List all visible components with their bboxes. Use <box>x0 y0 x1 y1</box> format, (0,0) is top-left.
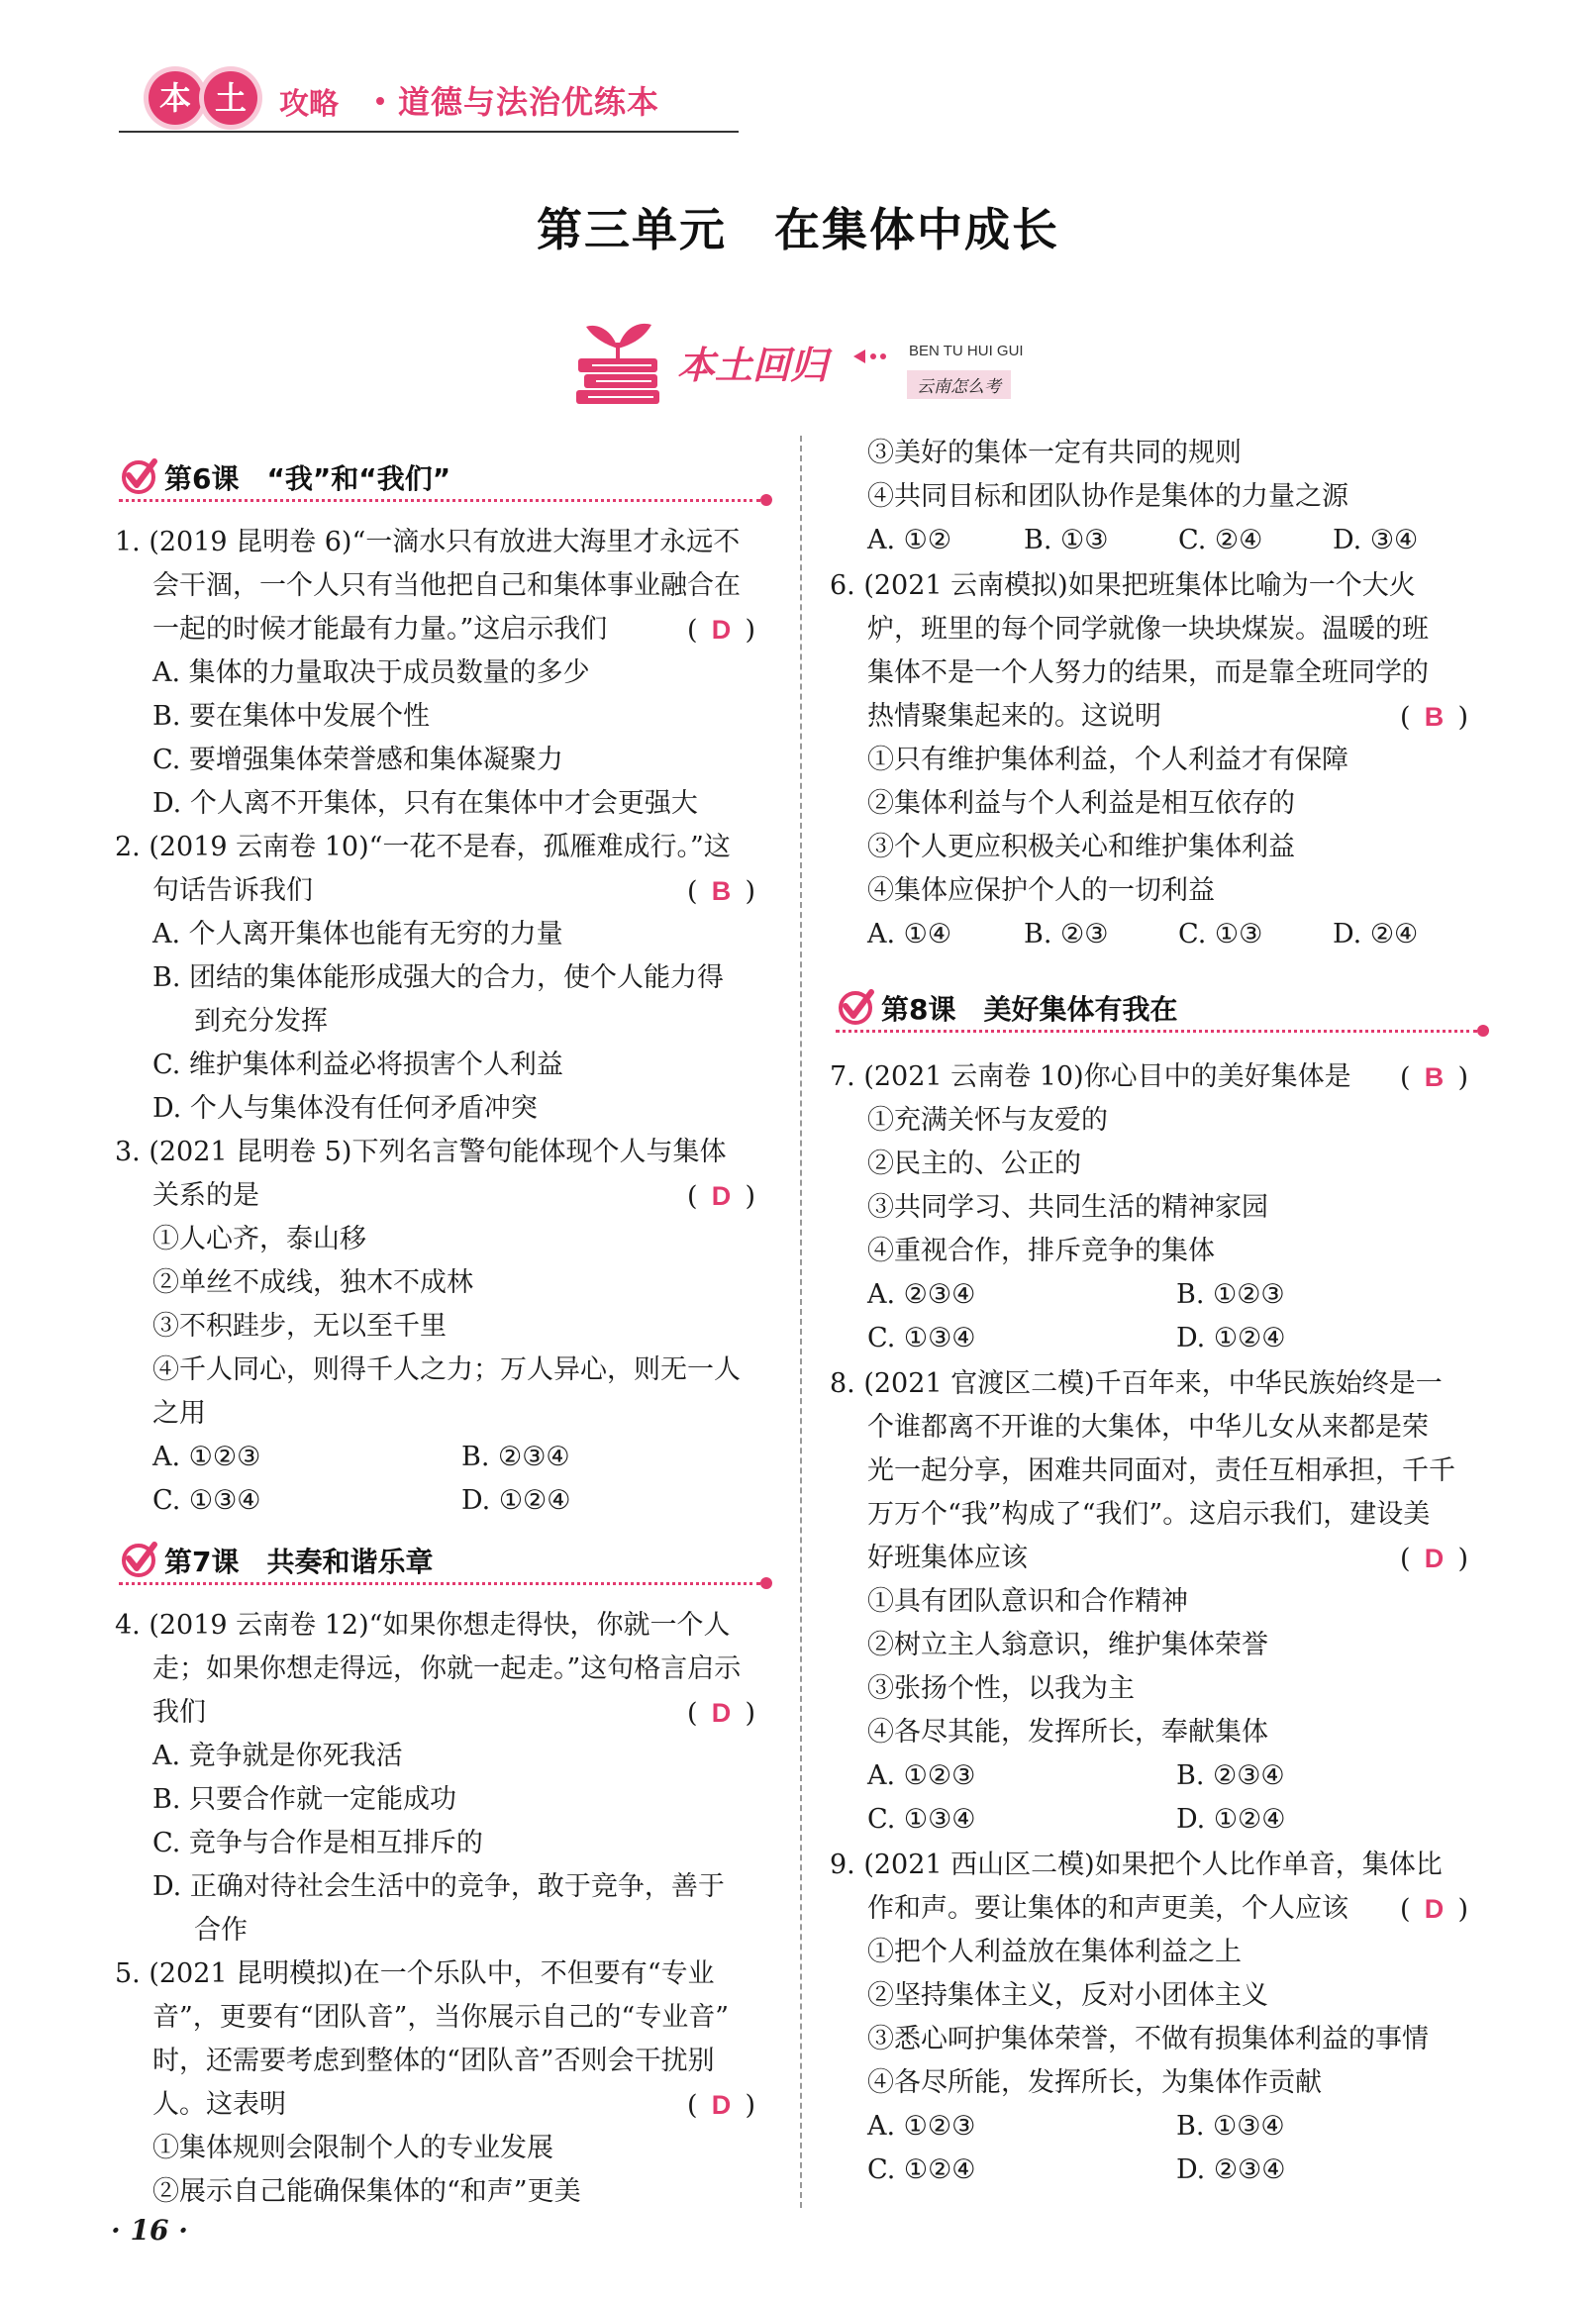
answer-letter: B <box>1424 702 1445 732</box>
q3-item: ②单丝不成线，独木不成林 <box>152 1267 473 1298</box>
q1-line: 1. (2019 昆明卷 6)“一滴水只有放进大海里才永远不 <box>115 527 741 557</box>
banner-title: 本土回归 <box>677 344 829 387</box>
answer-letter: B <box>711 876 732 906</box>
q6-line: 6. (2021 云南模拟)如果把班集体比喻为一个大火 <box>830 570 1416 601</box>
lesson-title: 第6课 “我”和“我们” <box>164 462 451 495</box>
q7-item: ②民主的、公正的 <box>867 1149 1081 1179</box>
q8-answer: ( D ) <box>1400 1541 1468 1577</box>
q8-line: 8. (2021 官渡区二模)千百年来，中华民族始终是一 <box>830 1368 1443 1399</box>
page-number: · 16 · <box>111 2214 188 2247</box>
dotted-rule <box>119 1582 760 1585</box>
header-book-title: 道德与法治优练本 <box>398 83 660 121</box>
q1-option: A. 集体的力量取决于成员数量的多少 <box>152 657 590 688</box>
header-sub: 攻略 <box>279 87 339 122</box>
banner-english: BEN TU HUI GUI <box>909 343 1024 359</box>
check-circle-icon <box>119 1539 158 1578</box>
q1-option: D. 个人离不开集体，只有在集体中才会更强大 <box>152 788 698 819</box>
q7-option: D. ①②④ <box>1176 1323 1286 1353</box>
q8-line: 光一起分享，困难共同面对，责任互相承担，千千 <box>867 1455 1455 1486</box>
q9-item: ①把个人利益放在集体利益之上 <box>867 1937 1242 1967</box>
q5-item: ③美好的集体一定有共同的规则 <box>867 438 1242 468</box>
q3-item: ①人心齐，泰山移 <box>152 1224 366 1254</box>
q7-item: ③共同学习、共同生活的精神家园 <box>867 1192 1268 1223</box>
q3-answer: ( D ) <box>687 1178 755 1215</box>
rule-end-dot <box>1477 1025 1489 1037</box>
q9-option: C. ①②④ <box>867 2154 976 2185</box>
q9-option: A. ①②③ <box>867 2111 976 2142</box>
q8-option: D. ①②④ <box>1176 1804 1286 1835</box>
q4-answer: ( D ) <box>687 1695 755 1732</box>
q4-line: 走；如果你想走得远，你就一起走。”这句格言启示 <box>152 1653 742 1684</box>
q4-option: A. 竞争就是你死我活 <box>152 1741 403 1771</box>
q8-line: 个谁都离不开谁的大集体，中华儿女从来都是荣 <box>867 1412 1429 1443</box>
q3-option: C. ①③④ <box>152 1485 261 1516</box>
q9-option: B. ①③④ <box>1176 2111 1285 2142</box>
q5-line: 时，还需要考虑到整体的“团队音”否则会干扰别 <box>152 2046 715 2076</box>
answer-letter: D <box>711 1698 732 1728</box>
dotted-rule <box>836 1030 1477 1033</box>
q5-line: 音”，更要有“团队音”，当你展示自己的“专业音” <box>152 2002 730 2033</box>
header-rule <box>119 131 739 133</box>
q8-item: ③张扬个性，以我为主 <box>867 1673 1135 1704</box>
q3-line: 3. (2021 昆明卷 5)下列名言警句能体现个人与集体 <box>115 1137 727 1167</box>
q9-line: 作和声。要让集体的和声更美，个人应该 <box>867 1893 1348 1924</box>
q6-item: ③个人更应积极关心和维护集体利益 <box>867 832 1295 862</box>
q6-line: 炉，班里的每个同学就像一块块煤炭。温暖的班 <box>867 614 1429 645</box>
q7-option: A. ②③④ <box>867 1279 976 1310</box>
answer-letter: D <box>711 615 732 645</box>
check-circle-icon <box>836 986 875 1026</box>
q8-option: A. ①②③ <box>867 1760 976 1791</box>
q8-line: 万万个“我”构成了“我们”。这启示我们，建设美 <box>867 1499 1431 1530</box>
answer-letter: B <box>1424 1062 1445 1092</box>
rule-end-dot <box>760 1577 772 1589</box>
q1-option: B. 要在集体中发展个性 <box>152 701 431 732</box>
q8-line: 好班集体应该 <box>867 1543 1028 1573</box>
check-circle-icon <box>119 455 158 495</box>
q3-line: 关系的是 <box>152 1180 259 1211</box>
books-plant-icon <box>572 309 663 408</box>
q2-option: A. 个人离开集体也能有无穷的力量 <box>152 919 563 950</box>
q9-answer: ( D ) <box>1400 1891 1468 1928</box>
q8-item: ④各尽其能，发挥所长，奉献集体 <box>867 1717 1268 1748</box>
q6-option: A. ①④ <box>867 919 952 950</box>
q7-line: 7. (2021 云南卷 10)你心目中的美好集体是 <box>830 1061 1351 1092</box>
header-badge-tu: 土 <box>204 71 257 125</box>
q7-answer: ( B ) <box>1400 1059 1468 1096</box>
q5-option: C. ②④ <box>1178 525 1263 555</box>
q2-line: 句话告诉我们 <box>152 875 313 906</box>
q5-option: B. ①③ <box>1024 525 1109 555</box>
q2-option: 到充分发挥 <box>194 1006 328 1037</box>
q1-answer: ( D ) <box>687 612 755 649</box>
header-badge-ben: 本 <box>149 71 202 125</box>
q8-option: B. ②③④ <box>1176 1760 1285 1791</box>
q1-line: 会干涸，一个人只有当他把自己和集体事业融合在 <box>152 570 741 601</box>
q3-item: ③不积跬步，无以至千里 <box>152 1311 447 1342</box>
lesson-6-heading <box>119 455 772 499</box>
q5-item: ④共同目标和团队协作是集体的力量之源 <box>867 481 1348 512</box>
q9-line: 9. (2021 西山区二模)如果把个人比作单音，集体比 <box>830 1850 1443 1880</box>
q5-line: 5. (2021 昆明模拟)在一个乐队中，不但要有“专业 <box>115 1958 715 1989</box>
q4-option: D. 正确对待社会生活中的竞争，敢于竞争，善于 <box>152 1871 725 1902</box>
lesson-title: 第7课 共奏和谐乐章 <box>164 1546 434 1578</box>
q9-option: D. ②③④ <box>1176 2154 1286 2185</box>
q3-option: A. ①②③ <box>152 1442 261 1472</box>
answer-letter: D <box>1424 1544 1445 1573</box>
q5-item: ①集体规则会限制个人的专业发展 <box>152 2133 553 2163</box>
dotted-rule <box>119 499 760 502</box>
q5-item: ②展示自己能确保集体的“和声”更美 <box>152 2176 581 2207</box>
q7-option: C. ①③④ <box>867 1323 976 1353</box>
arrow-left-icon <box>853 347 889 366</box>
banner-tag: 云南怎么考 <box>907 370 1011 399</box>
unit-title: 第三单元 在集体中成长 <box>537 203 1059 256</box>
q6-line: 热情聚集起来的。这说明 <box>867 701 1161 732</box>
q7-option: B. ①②③ <box>1176 1279 1285 1310</box>
lesson-title: 第8课 美好集体有我在 <box>881 993 1178 1026</box>
q4-option: 合作 <box>194 1915 248 1946</box>
q3-item: 之用 <box>152 1398 206 1429</box>
q4-option: B. 只要合作就一定能成功 <box>152 1784 457 1815</box>
q2-line: 2. (2019 云南卷 10)“一花不是春，孤雁难成行。”这 <box>115 832 731 862</box>
q6-item: ④集体应保护个人的一切利益 <box>867 875 1215 906</box>
q4-line: 我们 <box>152 1697 206 1728</box>
q5-line: 人。这表明 <box>152 2089 286 2120</box>
q4-option: C. 竞争与合作是相互排斥的 <box>152 1828 483 1858</box>
q2-option: B. 团结的集体能形成强大的合力，使个人能力得 <box>152 962 725 993</box>
q6-item: ①只有维护集体利益，个人利益才有保障 <box>867 745 1348 775</box>
rule-end-dot <box>760 494 772 506</box>
q6-option: D. ②④ <box>1333 919 1419 950</box>
q3-option: D. ①②④ <box>461 1485 571 1516</box>
q9-item: ③悉心呵护集体荣誉，不做有损集体利益的事情 <box>867 2024 1429 2054</box>
q5-option: A. ①② <box>867 525 952 555</box>
column-divider <box>800 436 802 2208</box>
header-dot <box>376 97 384 105</box>
q6-answer: ( B ) <box>1400 699 1468 736</box>
lesson-8-heading <box>836 986 1489 1030</box>
q6-line: 集体不是一个人努力的结果，而是靠全班同学的 <box>867 657 1429 688</box>
q7-item: ④重视合作，排斥竞争的集体 <box>867 1236 1215 1266</box>
q8-item: ②树立主人翁意识，维护集体荣誉 <box>867 1630 1268 1660</box>
q7-item: ①充满关怀与友爱的 <box>867 1105 1108 1136</box>
q2-answer: ( B ) <box>687 873 755 910</box>
q2-option: C. 维护集体利益必将损害个人利益 <box>152 1050 563 1080</box>
q9-item: ④各尽所能，发挥所长，为集体作贡献 <box>867 2067 1322 2098</box>
q6-item: ②集体利益与个人利益是相互依存的 <box>867 788 1295 819</box>
answer-letter: D <box>711 2090 732 2120</box>
q5-option: D. ③④ <box>1333 525 1419 555</box>
q8-option: C. ①③④ <box>867 1804 976 1835</box>
q6-option: C. ①③ <box>1178 919 1263 950</box>
q9-item: ②坚持集体主义，反对小团体主义 <box>867 1980 1268 2011</box>
q3-item: ④千人同心，则得千人之力；万人异心，则无一人 <box>152 1354 741 1385</box>
q1-line: 一起的时候才能最有力量。”这启示我们 <box>152 614 608 645</box>
q4-line: 4. (2019 云南卷 12)“如果你想走得快，你就一个人 <box>115 1610 731 1641</box>
answer-letter: D <box>1424 1894 1445 1924</box>
q2-option: D. 个人与集体没有任何矛盾冲突 <box>152 1093 538 1124</box>
answer-letter: D <box>711 1181 732 1211</box>
q8-item: ①具有团队意识和合作精神 <box>867 1586 1188 1617</box>
q1-option: C. 要增强集体荣誉感和集体凝聚力 <box>152 745 563 775</box>
q6-option: B. ②③ <box>1024 919 1109 950</box>
q5-answer: ( D ) <box>687 2087 755 2124</box>
q3-option: B. ②③④ <box>461 1442 570 1472</box>
lesson-7-heading <box>119 1539 772 1582</box>
